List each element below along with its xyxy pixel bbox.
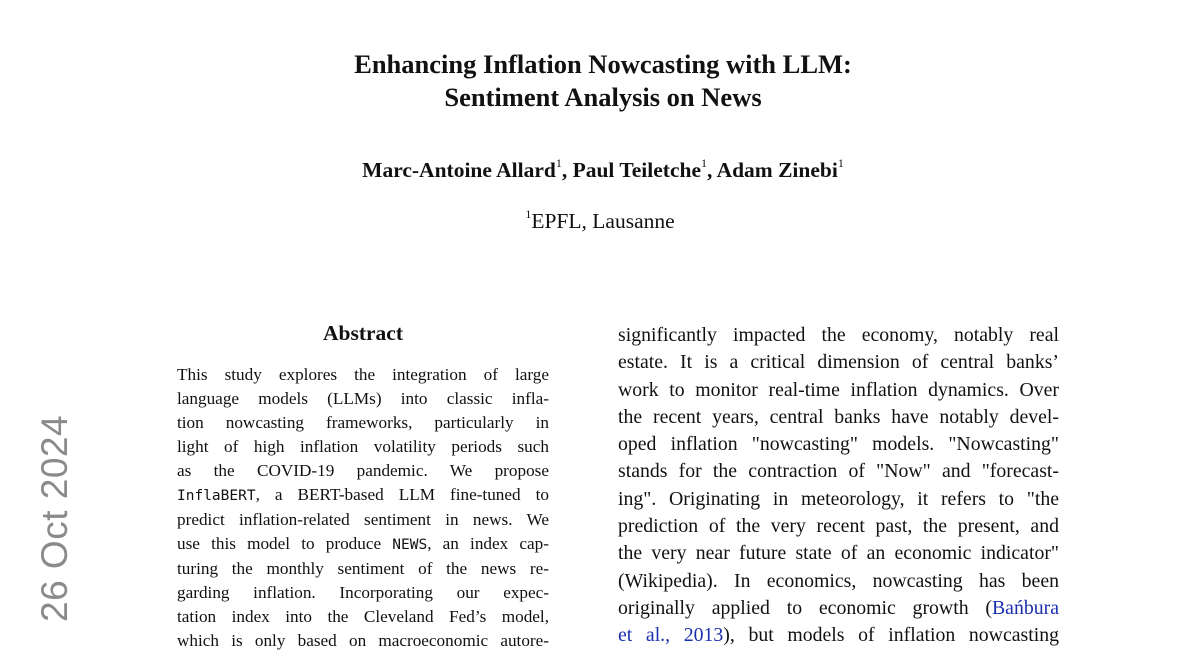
- body-line-text: ), but models of inflation nowcasting: [723, 624, 1059, 647]
- abstract-line: as the COVID-19 pandemic. We propose: [177, 461, 549, 480]
- body-line: work to monitor real-time inflation dynamics. Over: [618, 378, 1059, 401]
- author-name: Marc-Antoine Allard: [362, 158, 556, 182]
- abstract-heading: Abstract: [322, 321, 403, 345]
- arxiv-date-stamp: 26 Oct 2024: [34, 414, 75, 622]
- abstract-line: turing the monthly sentiment of the news re-: [177, 559, 549, 578]
- author-list: Marc-Antoine Allard$^1$, Paul Teiletche$^1$, Adam Zinebi$^1$: [362, 156, 844, 182]
- title-line-2: Sentiment Analysis on News: [444, 82, 762, 112]
- abstract-line: predict inflation-related sentiment in news. We: [177, 510, 549, 529]
- abstract-body: [177, 363, 549, 653]
- abstract-line: This study explores the integration of large: [177, 365, 549, 384]
- body-column-right: [618, 322, 1059, 650]
- abstract-line: which is only based on macroeconomic autore-: [177, 631, 549, 650]
- body-line: the recent years, central banks have notably devel-: [618, 405, 1059, 428]
- index-name-news: NEWS: [392, 537, 428, 553]
- affiliation-text: EPFL, Lausanne: [531, 209, 675, 233]
- abstract-line: tation index into the Cleveland Fed’s model,: [177, 607, 549, 626]
- abstract-line: garding inflation. Incorporating our expec-: [177, 583, 549, 602]
- author-affil-mark: 1: [837, 156, 844, 170]
- body-line: [618, 622, 1059, 649]
- paper-title: [0, 48, 1200, 114]
- body-line: significantly impacted the economy, notably real: [618, 324, 1059, 346]
- body-line: ing". Originating in meteorology, it refers to "the: [618, 487, 1059, 510]
- body-line: oped inflation "nowcasting" models. "Nowcasting": [618, 433, 1059, 456]
- body-line: estate. It is a critical dimension of central banks’: [618, 351, 1059, 374]
- citation-link[interactable]: Bańbura: [991, 596, 1059, 619]
- body-line: [618, 595, 1059, 622]
- abstract-line: light of high inflation volatility periods such: [177, 437, 549, 456]
- body-line: stands for the contraction of "Now" and "forecast-: [618, 460, 1059, 483]
- abstract-line: tion nowcasting frameworks, particularly in: [177, 413, 549, 432]
- affiliation-mark: 1: [525, 207, 532, 221]
- abstract-line-text: use this model to produce: [177, 534, 393, 553]
- abstract-line-text: , an index cap-: [427, 534, 549, 553]
- abstract-line: [177, 483, 549, 508]
- model-name-inflabert: InflaBERT: [177, 488, 256, 504]
- body-line: (Wikipedia). In economics, nowcasting has been: [618, 569, 1059, 592]
- author-affil-mark: 1: [555, 156, 562, 170]
- affiliation: [0, 209, 1200, 234]
- abstract-line: [177, 532, 549, 557]
- body-line: the very near future state of an economic indicator": [618, 542, 1059, 565]
- citation-link[interactable]: et al., 2013: [618, 624, 724, 647]
- author-name: Adam Zinebi: [716, 158, 838, 182]
- author-name: Paul Teiletche: [572, 158, 701, 182]
- abstract-line-text: , a BERT-based LLM fine-tuned to: [255, 485, 549, 504]
- abstract-line: language models (LLMs) into classic infla-: [177, 389, 549, 408]
- author-affil-mark: 1: [701, 156, 707, 170]
- body-line-text: originally applied to economic growth (: [618, 596, 992, 619]
- body-line: prediction of the very recent past, the present, and: [618, 515, 1059, 538]
- title-line-1: Enhancing Inflation Nowcasting with LLM:: [354, 49, 852, 79]
